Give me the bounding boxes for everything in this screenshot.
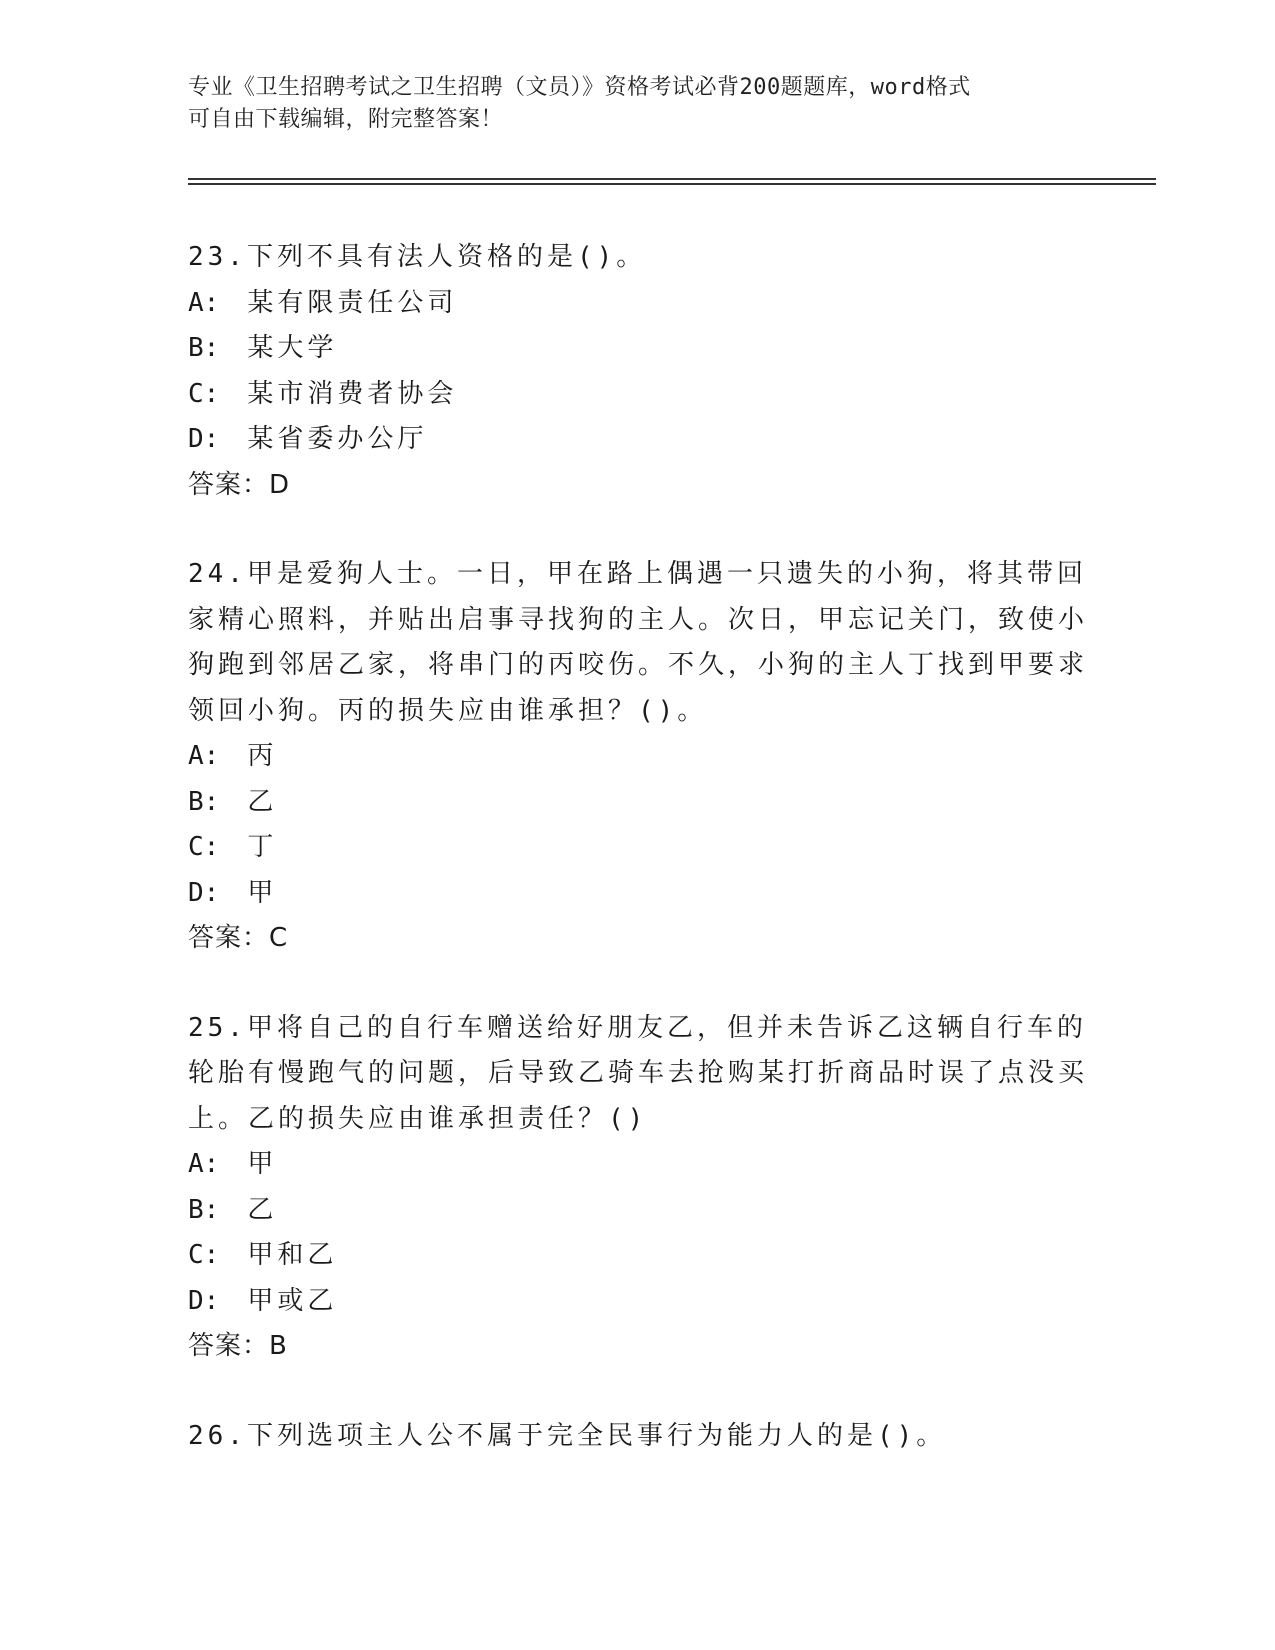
option-text: 乙 — [247, 1194, 278, 1225]
option-text: 丁 — [247, 832, 278, 862]
answer-line: 答案：D — [188, 469, 291, 500]
option-a — [188, 1142, 1088, 1188]
option-text: 某省委办公厅 — [247, 424, 428, 454]
option-c — [188, 372, 1088, 418]
option-text: 甲和乙 — [247, 1240, 338, 1270]
option-text: 甲 — [247, 1149, 278, 1179]
option-letter: D: — [188, 424, 220, 454]
question-23 — [188, 235, 1088, 508]
option-text: 某大学 — [247, 333, 338, 363]
option-letter: B: — [188, 333, 220, 363]
answer-line: 答案：C — [188, 923, 289, 953]
header-title-line-2: 可自由下载编辑，附完整答案！ — [188, 107, 504, 132]
option-a — [188, 734, 1088, 780]
question-26 — [188, 1414, 1088, 1460]
option-d — [188, 871, 1088, 917]
option-b — [188, 326, 1088, 372]
option-d — [188, 1279, 1088, 1325]
option-letter: B: — [188, 1194, 220, 1225]
option-text: 甲或乙 — [247, 1285, 338, 1316]
question-stem: 26.下列选项主人公不属于完全民事行为能力人的是()。 — [188, 1420, 947, 1451]
option-letter: A: — [188, 287, 220, 318]
option-letter: D: — [188, 1285, 220, 1316]
option-text: 某市消费者协会 — [247, 378, 458, 409]
question-stem: 24.甲是爱狗人士。一日，甲在路上偶遇一只遗失的小狗，将其带回家精心照料，并贴出启事寻找狗的主人。次日，甲忘记关门，致使小狗跑到邻居乙家，将串门的丙咬伤。不久，小狗的主人丁找到甲要求领回小狗。丙的损失应由谁承担？()。 — [188, 559, 1089, 726]
option-d — [188, 417, 1088, 463]
option-text: 某有限责任公司 — [247, 287, 458, 318]
header-divider-bottom — [188, 183, 1156, 185]
header-title-line-1: 专业《卫生招聘考试之卫生招聘（文员）》资格考试必背200题题库，word格式 — [188, 75, 971, 100]
question-list — [188, 235, 1088, 1503]
option-letter: D: — [188, 877, 220, 908]
option-b — [188, 780, 1088, 826]
option-b — [188, 1188, 1088, 1234]
option-c — [188, 825, 1088, 871]
document-header — [188, 72, 1068, 136]
option-letter: C: — [188, 832, 220, 862]
option-letter: C: — [188, 378, 220, 409]
question-stem: 23.下列不具有法人资格的是()。 — [188, 242, 647, 272]
question-24 — [188, 552, 1088, 962]
option-letter: C: — [188, 1240, 220, 1270]
option-letter: B: — [188, 786, 220, 817]
option-c — [188, 1233, 1088, 1279]
option-a — [188, 281, 1088, 327]
header-divider-top — [188, 178, 1156, 180]
question-stem: 25.甲将自己的自行车赠送给好朋友乙，但并未告诉乙这辆自行车的轮胎有慢跑气的问题，后导致乙骑车去抢购某打折商品时误了点没买上。乙的损失应由谁承担责任？() — [188, 1012, 1089, 1134]
option-letter: A: — [188, 1149, 220, 1179]
option-text: 甲 — [247, 877, 278, 908]
answer-line: 答案：B — [188, 1331, 288, 1361]
option-text: 丙 — [247, 741, 278, 771]
option-text: 乙 — [247, 786, 278, 817]
question-25 — [188, 1006, 1088, 1370]
option-letter: A: — [188, 741, 220, 771]
